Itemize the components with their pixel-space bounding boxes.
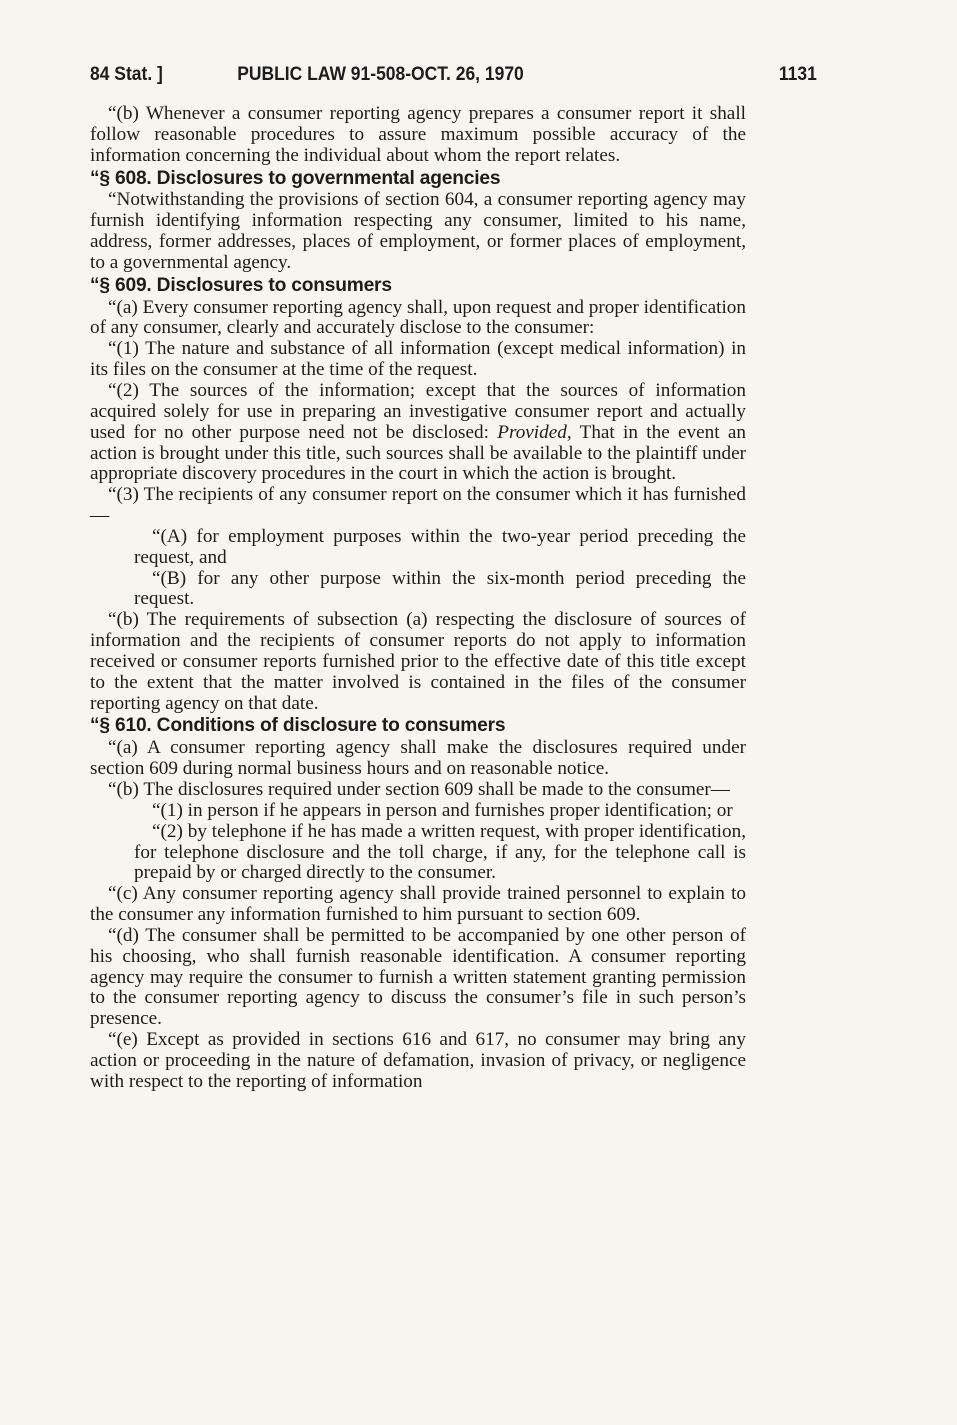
paragraph-609-a3: “(3) The recipients of any consumer report on the consumer which it has furnished—: [90, 484, 746, 527]
proviso-italic: Provided: [497, 421, 567, 443]
paragraph-609-a1: “(1) The nature and substance of all information (except medical information) in its files on the consumer at the time of the request.: [90, 338, 746, 381]
paragraph-608: “Notwithstanding the provisions of section 604, a consumer reporting agency may furnish identifying information respecting any consumer, limited to his name, address, former addresses, places of employment, or former places of employment, to a governmental agency.: [90, 189, 746, 273]
paragraph-610-d: “(d) The consumer shall be permitted to be accompanied by one other person of his choosing, who shall furnish reasonable identification. A consumer reporting agency may require the consumer to furnish a written statement granting permission to the consumer reporting agency to discuss the consumer’s file in such person’s presence.: [90, 924, 746, 1030]
paragraph-610-a: “(a) A consumer reporting agency shall make the disclosures required under section 609 during normal business hours and on reasonable notice.: [90, 737, 746, 780]
document-body: [90, 104, 746, 1093]
paragraph-609-a3B: “(B) for any other purpose within the six-month period preceding the request.: [134, 567, 746, 610]
paragraph-609-a2-text: “(2) The sources of the information; except that the sources of information acquired solely for use in preparing an investigative consumer report and actually used for no other purpose need not be disclosed:: [90, 379, 746, 443]
paragraph-610-b1: “(1) in person if he appears in person and furnishes proper identification; or: [152, 799, 733, 821]
section-heading-608: “§ 608. Disclosures to governmental agencies: [90, 167, 501, 189]
paragraph-609-a3A: “(A) for employment purposes within the two-year period preceding the request, and: [134, 525, 746, 568]
paragraph-610-e: “(e) Except as provided in sections 616 and 617, no consumer may bring any action or proceeding in the nature of defamation, invasion of privacy, or negligence with respect to the reporting of information: [90, 1029, 746, 1092]
law-title: PUBLIC LAW 91-508-OCT. 26, 1970: [237, 64, 524, 85]
section-heading-609: “§ 609. Disclosures to consumers: [90, 274, 392, 296]
page-number: 1131: [778, 64, 817, 85]
paragraph-610-b: “(b) The disclosures required under section 609 shall be made to the consumer—: [108, 779, 730, 800]
paragraph-610-c: “(c) Any consumer reporting agency shall provide trained personnel to explain to the consumer any information furnished to him pursuant to section 609.: [90, 883, 746, 926]
paragraph-610-b2: “(2) by telephone if he has made a written request, with proper identification, for telephone disclosure and the toll charge, if any, for the telephone call is prepaid by or charged directly to the consumer.: [134, 820, 746, 884]
paragraph-609-a: “(a) Every consumer reporting agency shall, upon request and proper identification of any consumer, clearly and accurately disclose to the consumer:: [90, 296, 746, 339]
running-header: [90, 64, 817, 88]
section-heading-610: “§ 610. Conditions of disclosure to consumers: [90, 715, 506, 737]
paragraph-607-b: “(b) Whenever a consumer reporting agency prepares a consumer report it shall follow reasonable procedures to assure maximum possible accuracy of the information concerning the individual about whom the report relates.: [90, 103, 746, 166]
paragraph-609-a2-continued: , That in the event an action is brought under this title, such sources shall be available to the plaintiff under appropriate discovery procedures in the court in which the action is brought.: [90, 421, 746, 485]
paragraph-609-a2: [90, 381, 746, 485]
paragraph-609-b: “(b) The requirements of subsection (a) respecting the disclosure of sources of information and the recipients of consumer reports do not apply to information received or consumer reports furnished prior to the effective date of this title except to the extent that the matter involved is contained in the files of the consumer reporting agency on that date.: [90, 609, 746, 714]
statute-reference: 84 Stat. ]: [90, 64, 163, 85]
